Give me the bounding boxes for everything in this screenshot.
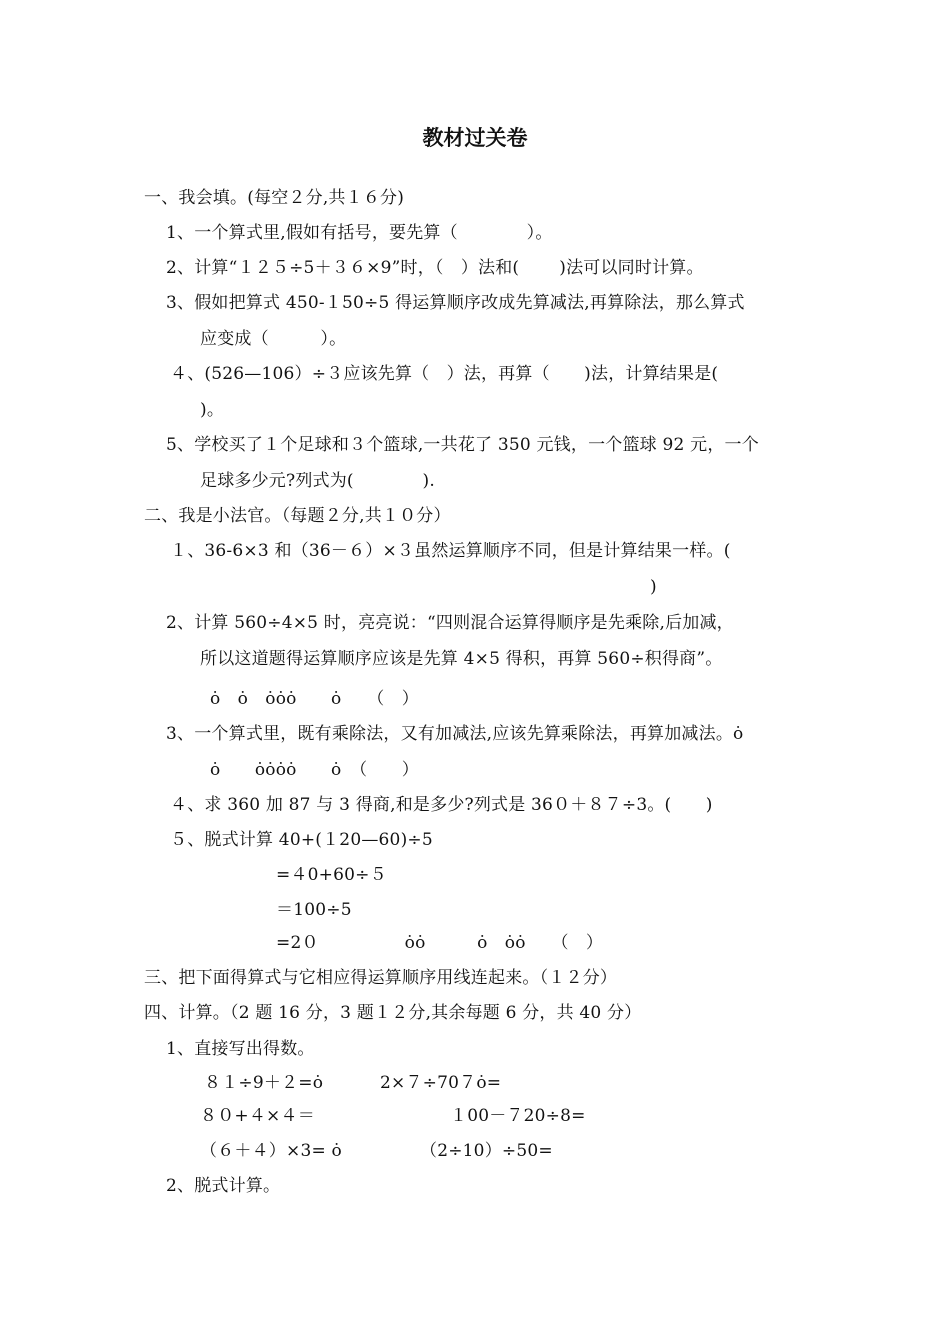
question-2-3-answer: ȯ ȯȯȯȯ ȯ （ ） (210, 760, 419, 780)
question-1-1: 1、一个算式里,假如有括号，要先算（ ）。 (166, 223, 553, 243)
question-1-3: 3、假如把算式 450-１50÷5 得运算顺序改成先算减法,再算除法，那么算式 (166, 293, 745, 313)
question-2-5: ５、脱式计算 40+(１20—60)÷5 (170, 830, 433, 850)
question-2-5-step-1: =４0+60÷５ (276, 865, 387, 885)
section-4-heading: 四、计算。（2 题 16 分，3 题１２分,其余每题 6 分，共 40 分） (144, 1003, 642, 1023)
section-3-heading: 三、把下面得算式与它相应得运算顺序用线连起来。（１２分） (144, 968, 618, 988)
calc-1: ８１÷9＋２=ȯ (204, 1073, 324, 1093)
question-1-2: 2、计算“１２５÷5＋３６×9”时，（ ）法和( )法可以同时计算。 (166, 258, 704, 278)
section-2-heading: 二、我是小法官。（每题２分,共１０分） (144, 506, 451, 526)
question-1-4: ４、(526—106）÷３应该先算（ ）法，再算（ )法，计算结果是( (170, 364, 719, 384)
question-1-4-cont: )。 (200, 400, 225, 420)
question-2-1: １、36-6×3 和（36－６）×３虽然运算顺序不同，但是计算结果一样。( (170, 541, 731, 561)
question-2-5-step-3: =2０ ȯȯ ȯ ȯȯ （ ） (276, 933, 604, 953)
calc-3: ８０+４×４＝ (200, 1106, 315, 1126)
calc-2: 2×７÷70７ȯ= (380, 1073, 502, 1093)
question-1-5-cont: 足球多少元?列式为( ). (200, 471, 435, 491)
question-4-2: 2、脱式计算。 (166, 1176, 281, 1196)
question-2-5-step-2: ＝100÷5 (276, 900, 352, 920)
question-2-4: ４、求 360 加 87 与 3 得商,和是多少?列式是 36０＋８７÷3。( ) (170, 795, 713, 815)
question-2-1-cont: ) (650, 577, 657, 597)
question-2-2: 2、计算 560÷4×5 时，亮亮说：“四则混合运算得顺序是先乘除,后加减， (166, 613, 734, 633)
calc-4: １00－７20÷8= (450, 1106, 586, 1126)
question-1-3-cont: 应变成（ ）。 (200, 329, 347, 349)
question-1-5: 5、学校买了１个足球和３个篮球,一共花了 350 元钱，一个篮球 92 元，一个 (166, 435, 759, 455)
question-4-1: 1、直接写出得数。 (166, 1039, 315, 1059)
question-2-3: 3、一个算式里，既有乘除法，又有加减法,应该先算乘除法，再算加减法。ȯ (166, 724, 744, 744)
calc-6: （2÷10）÷50= (420, 1141, 553, 1161)
section-1-heading: 一、我会填。(每空２分,共１６分) (144, 188, 405, 208)
question-2-2-answer: ȯ ȯ ȯȯȯ ȯ （ ） (210, 689, 419, 709)
page-title: 教材过关卷 (422, 126, 528, 150)
calc-5: （６＋４）×3= ȯ (200, 1141, 342, 1161)
question-2-2-cont: 所以这道题得运算顺序应该是先算 4×5 得积，再算 560÷积得商”。 (200, 649, 723, 669)
